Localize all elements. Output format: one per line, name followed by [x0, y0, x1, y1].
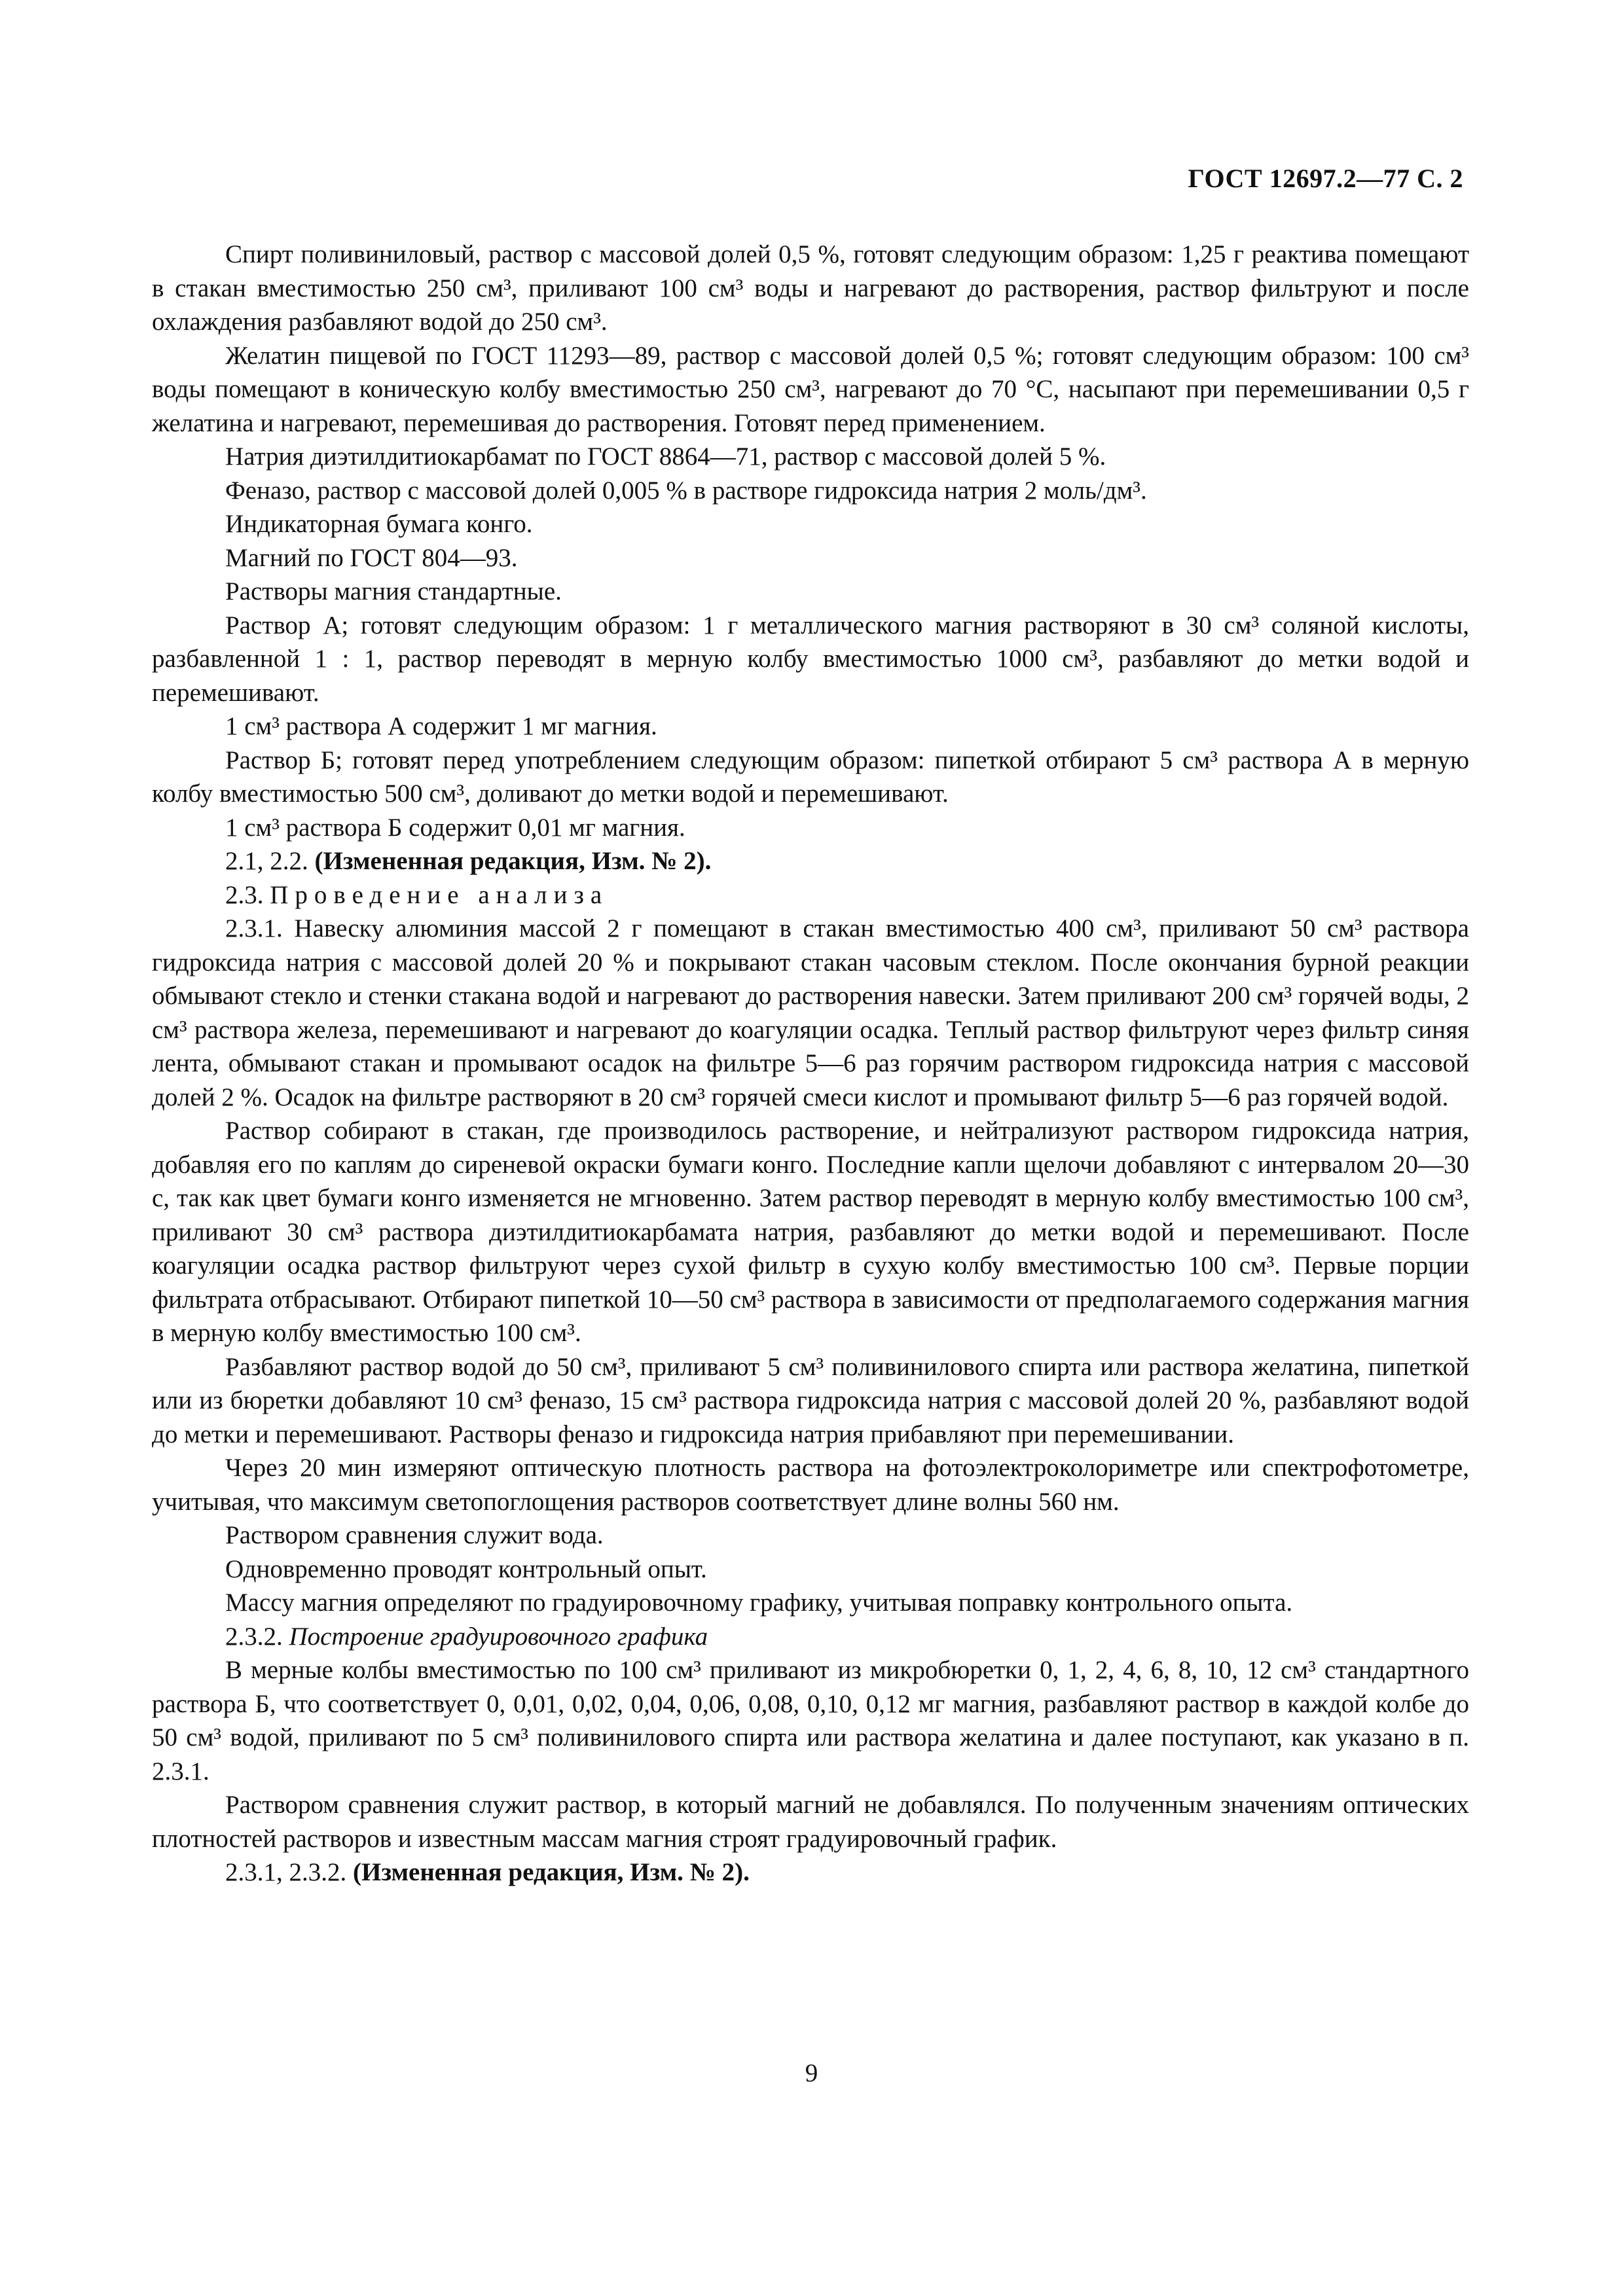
- paragraph: 1 см³ раствора Б содержит 0,01 мг магния.: [225, 813, 685, 842]
- paragraph: Натрия диэтилдитиокарбамат по ГОСТ 8864—71, раствор с массовой долей 5 %.: [225, 442, 1106, 471]
- paragraph: Спирт поливиниловый, раствор с массовой долей 0,5 %, готовят следующим образом: 1,25 г реактива помещают в стакан вместимостью 250 см³, приливают 100 см³ воды и нагревают до растворения, раствор фильтруют и после охлаждения разбавляют водой до 250 см³.: [152, 240, 1469, 336]
- amendment-note: [152, 1856, 1469, 1890]
- paragraph: Раствором сравнения служит вода.: [225, 1521, 604, 1549]
- paragraph: Раствор собирают в стакан, где производилось растворение, и нейтрализуют раствором гидроксида натрия, добавляя его по каплям до сиреневой окраски бумаги конго. Последние капли щелочи добавляют с интервалом 20—30 с, так как цвет бумаги конго изменяется не мгновенно. Затем раствор переводят в мерную колбу вместимостью 100 см³, приливают 30 см³ раствора диэтилдитиокарбамата натрия, разбавляют до метки водой и перемешивают. После коагуляции осадка раствор фильтруют через сухой фильтр в сухую колбу вместимостью 100 см³. Первые порции фильтрата отбрасывают. Отбирают пипеткой 10—50 см³ раствора в зависимости от предполагаемого содержания магния в мерную колбу вместимостью 100 см³.: [152, 1117, 1469, 1347]
- subsection-title: Построение градуировочного графика: [289, 1622, 708, 1651]
- section-number: 2.3.: [225, 880, 264, 909]
- amendment-text: (Измененная редакция, Изм. № 2).: [314, 847, 712, 875]
- subsection-heading: [152, 1620, 1469, 1654]
- paragraph: Раствор Б; готовят перед употреблением следующим образом: пипеткой отбирают 5 см³ раствора А в мерную колбу вместимостью 500 см³, доливают до метки водой и перемешивают.: [152, 745, 1469, 808]
- paragraph: Через 20 мин измеряют оптическую плотность раствора на фотоэлектроколориметре или спектрофотометре, учитывая, что максимум светопоглощения растворов соответствует длине волны 560 нм.: [152, 1454, 1469, 1516]
- paragraph: Магний по ГОСТ 804—93.: [225, 543, 518, 572]
- paragraph: Раствором сравнения служит раствор, в который магний не добавлялся. По полученным значениям оптических плотностей растворов и известным массам магния строят градуировочный график.: [152, 1791, 1469, 1853]
- document-body: [152, 238, 1469, 1890]
- paragraph: 2.3.1. Навеску алюминия массой 2 г помещают в стакан вместимостью 400 см³, приливают 50 см³ раствора гидроксида натрия с массовой долей 20 % и покрывают стакан часовым стеклом. После окончания бурной реакции обмывают стекло и стенки стакана водой и нагревают до растворения навески. Затем приливают 200 см³ горячей воды, 2 см³ раствора железа, перемешивают и нагревают до коагуляции осадка. Теплый раствор фильтруют через фильтр синяя лента, обмывают стакан и промывают осадок на фильтре 5—6 раз горячим раствором гидроксида натрия с массовой долей 2 %. Осадок на фильтре растворяют в 20 см³ горячей смеси кислот и промывают фильтр 5—6 раз горячей водой.: [152, 914, 1469, 1111]
- amendment-ref: 2.3.1, 2.3.2.: [225, 1858, 347, 1886]
- paragraph: Индикаторная бумага конго.: [225, 510, 533, 538]
- paragraph: Массу магния определяют по градуировочному графику, учитывая поправку контрольного опыта.: [225, 1588, 1293, 1617]
- paragraph: Растворы магния стандартные.: [225, 577, 562, 605]
- paragraph: 1 см³ раствора А содержит 1 мг магния.: [225, 712, 657, 740]
- paragraph: В мерные колбы вместимостью по 100 см³ приливают из микробюретки 0, 1, 2, 4, 6, 8, 10, 12 см³ стандартного раствора Б, что соответствует 0, 0,01, 0,02, 0,04, 0,06, 0,08, 0,10, 0,12 мг магния, разбавляют раствор в каждой колбе до 50 см³ водой, приливают по 5 см³ поливинилового спирта или раствора желатина и далее поступают, как указано в п. 2.3.1.: [152, 1656, 1469, 1785]
- page-header-code: ГОСТ 12697.2—77 С. 2: [1188, 164, 1463, 193]
- page-number: 9: [805, 2059, 818, 2087]
- subsection-number: 2.3.2.: [225, 1622, 283, 1651]
- amendment-note: [152, 844, 1469, 878]
- amendment-ref: 2.1, 2.2.: [225, 847, 308, 875]
- paragraph: Феназо, раствор с массовой долей 0,005 % в растворе гидроксида натрия 2 моль/дм³.: [225, 476, 1147, 505]
- section-heading: [152, 878, 1469, 912]
- paragraph: Разбавляют раствор водой до 50 см³, приливают 5 см³ поливинилового спирта или раствора желатина, пипеткой или из бюретки добавляют 10 см³ феназо, 15 см³ раствора гидроксида натрия с массовой долей 20 %, разбавляют водой до метки и перемешивают. Растворы феназо и гидроксида натрия прибавляют при перемешивании.: [152, 1352, 1469, 1448]
- paragraph: Желатин пищевой по ГОСТ 11293—89, раствор с массовой долей 0,5 %; готовят следующим образом: 100 см³ воды помещают в коническую колбу вместимостью 250 см³, нагревают до 70 °С, насыпают при перемешивании 0,5 г желатина и нагревают, перемешивая до растворения. Готовят перед применением.: [152, 341, 1469, 437]
- paragraph: Раствор А; готовят следующим образом: 1 г металлического магния растворяют в 30 см³ соляной кислоты, разбавленной 1 : 1, раствор переводят в мерную колбу вместимостью 1000 см³, разбавляют до метки водой и перемешивают.: [152, 611, 1469, 707]
- amendment-text: (Измененная редакция, Изм. № 2).: [353, 1858, 750, 1886]
- section-title: Проведение анализа: [270, 880, 609, 909]
- paragraph: Одновременно проводят контрольный опыт.: [225, 1554, 707, 1583]
